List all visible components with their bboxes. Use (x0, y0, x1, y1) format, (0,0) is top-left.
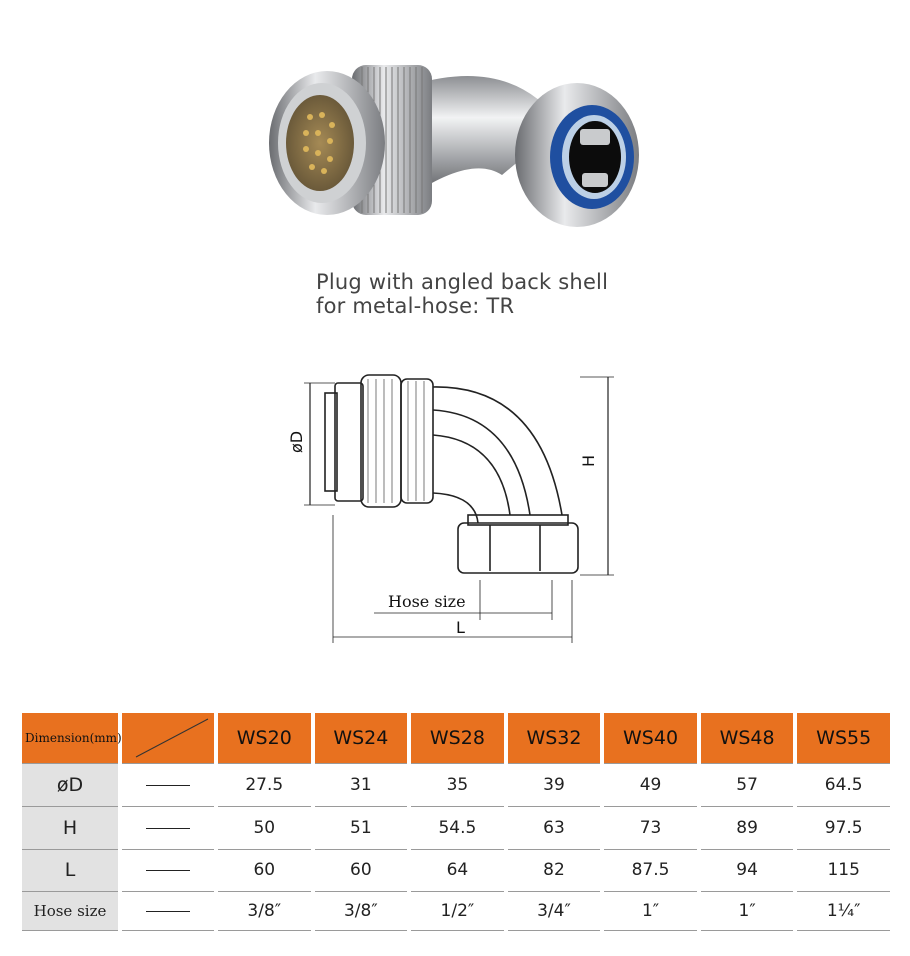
height-label: H (579, 454, 598, 467)
table-cell: 89 (701, 807, 794, 849)
dash-cell (122, 807, 214, 849)
product-caption (316, 270, 608, 318)
hose-size-label: Hose size (388, 592, 466, 611)
table-cell: 57 (701, 763, 794, 807)
table-cell: 1″ (604, 892, 697, 931)
table-cell: 1/2″ (411, 892, 504, 931)
table-row (22, 807, 890, 849)
row-label: øD (22, 763, 118, 807)
table-cell: 115 (797, 850, 890, 892)
dash-mark (146, 870, 190, 871)
caption-line-2: for metal-hose: TR (316, 294, 515, 318)
column-header: WS28 (411, 713, 504, 763)
diagonal-header-cell (122, 713, 214, 763)
table-cell: 51 (315, 807, 408, 849)
dash-mark (146, 911, 190, 912)
table-cell: 64.5 (797, 763, 890, 807)
table-cell: 3/4″ (508, 892, 601, 931)
row-label: H (22, 807, 118, 849)
table-cell: 94 (701, 850, 794, 892)
table-cell: 27.5 (218, 763, 311, 807)
table-row (22, 850, 890, 892)
table-cell: 54.5 (411, 807, 504, 849)
dimension-drawing (287, 365, 630, 655)
column-header: WS24 (315, 713, 408, 763)
table-cell: 97.5 (797, 807, 890, 849)
table-cell: 35 (411, 763, 504, 807)
table-cell: 3/8″ (315, 892, 408, 931)
table-row (22, 763, 890, 807)
row-label: Hose size (22, 892, 118, 931)
column-header: WS40 (604, 713, 697, 763)
table-cell: 73 (604, 807, 697, 849)
table-cell: 1″ (701, 892, 794, 931)
dimension-table (18, 713, 894, 931)
dash-mark (146, 785, 190, 786)
table-cell: 3/8″ (218, 892, 311, 931)
table-cell: 82 (508, 850, 601, 892)
column-header: WS48 (701, 713, 794, 763)
column-header: WS55 (797, 713, 890, 763)
diameter-label: øD (287, 430, 306, 453)
table-cell: 60 (315, 850, 408, 892)
table-cell: 87.5 (604, 850, 697, 892)
table-cell: 49 (604, 763, 697, 807)
table-header-row (22, 713, 890, 763)
dash-cell (122, 892, 214, 931)
row-label: L (22, 850, 118, 892)
dash-cell (122, 763, 214, 807)
dash-cell (122, 850, 214, 892)
table-row (22, 892, 890, 931)
table-cell: 1¼″ (797, 892, 890, 931)
table-cell: 50 (218, 807, 311, 849)
diagonal-line (122, 713, 214, 763)
length-label: L (456, 618, 465, 637)
corner-label: Dimension(mm) (22, 713, 118, 763)
table-cell: 63 (508, 807, 601, 849)
table-cell: 60 (218, 850, 311, 892)
dash-mark (146, 828, 190, 829)
table-cell: 64 (411, 850, 504, 892)
table-cell: 39 (508, 763, 601, 807)
caption-line-1: Plug with angled back shell (316, 270, 609, 294)
table-cell: 31 (315, 763, 408, 807)
connector-photo (262, 45, 662, 245)
column-header: WS32 (508, 713, 601, 763)
column-header: WS20 (218, 713, 311, 763)
